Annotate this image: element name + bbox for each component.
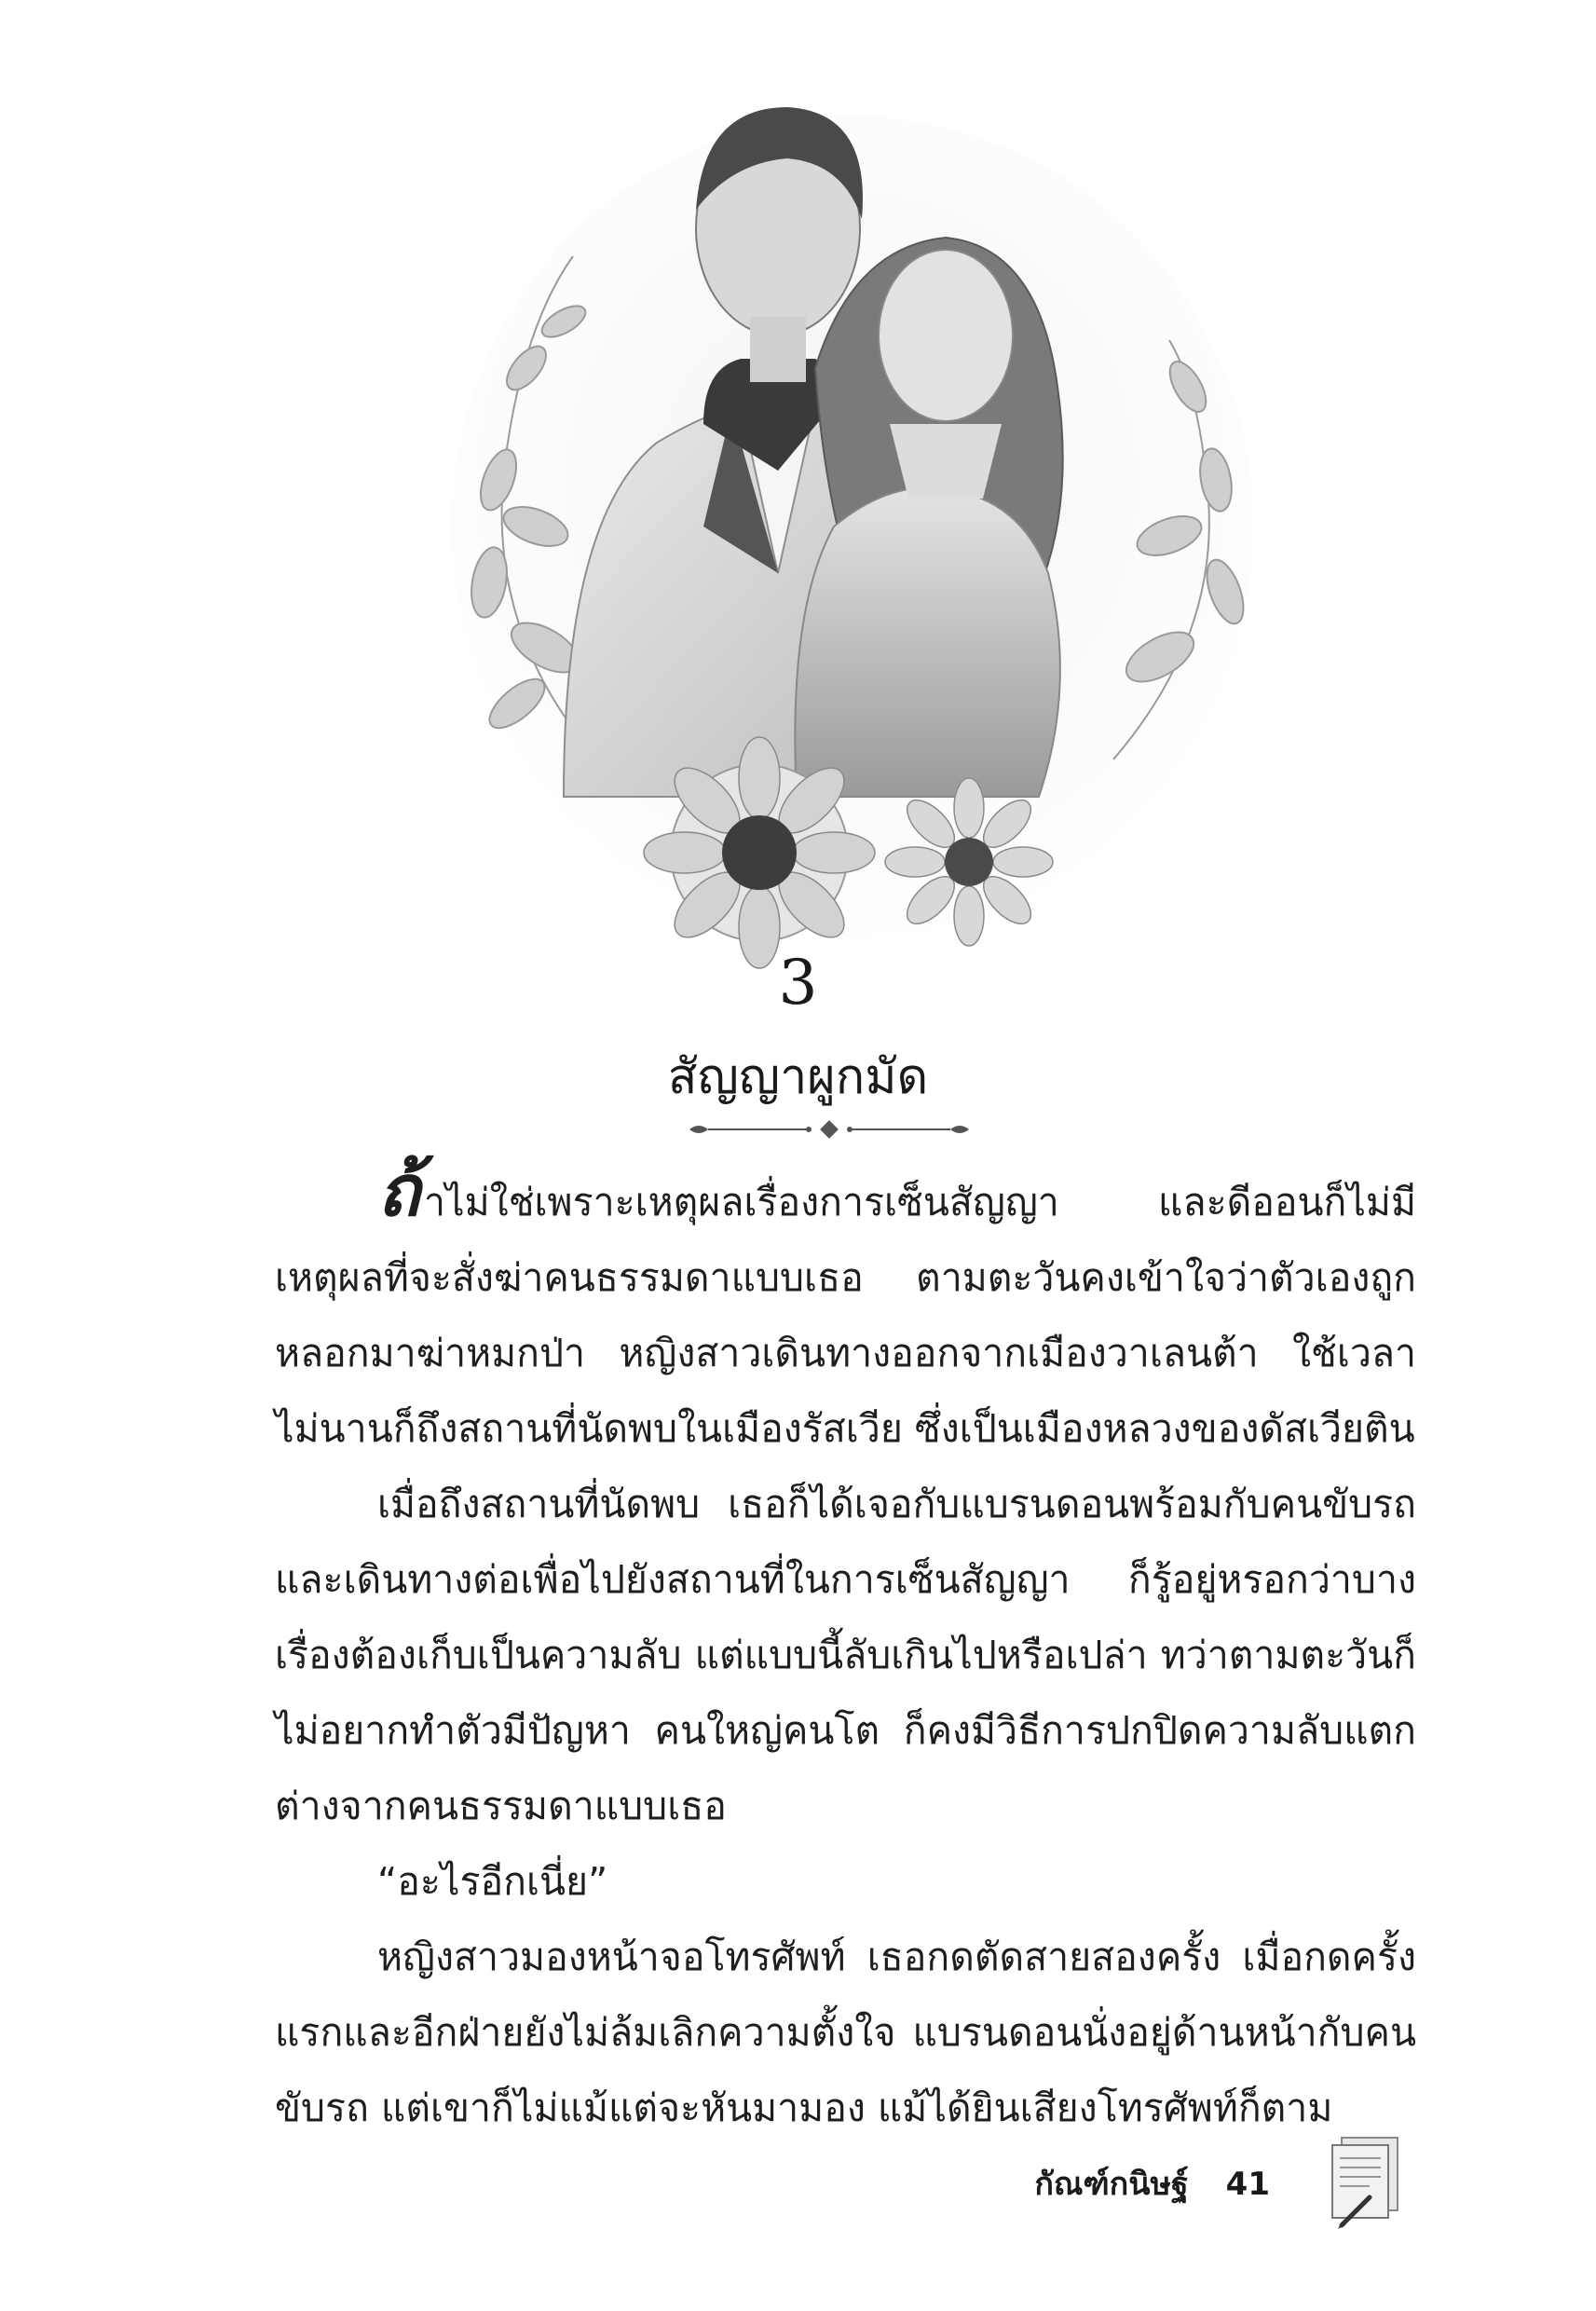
paragraph-1-text: าไม่ใช่เพราะเหตุผลเรื่องการเซ็นสัญญา และดีออนก็ไม่มีเหตุผลที่จะสั่งฆ่าคนธรรมดาแบบเธอ ตามตะวันคงเข้าใจว่าตัวเองถูกหลอกมาฆ่าหมกป่า หญิงสาวเดินทางออกจากเมืองวาเลนต้า ใช้เวลาไม่นานก็ถึงสถานที่นัดพบในเมืองรัสเวีย ซึ่งเป็นเมืองหลวงของดัสเวียติน <box>275 1180 1416 1451</box>
paragraph-3-dialogue: “อะไรอีกเนี่ย” <box>377 1859 608 1904</box>
chapter-number: 3 <box>778 947 818 1019</box>
chapter-title: สัญญาผูกมัด <box>667 1049 929 1105</box>
page-footer <box>1034 2158 1270 2208</box>
paragraph-2: เมื่อถึงสถานที่นัดพบ เธอก็ได้เจอกับแบรนดอนพร้อมกับคนขับรถและเดินทางต่อเพื่อไปยังสถานที่ในการเซ็นสัญญา ก็รู้อยู่หรอกว่าบางเรื่องต้องเก็บเป็นความลับ แต่แบบนี้ลับเกินไปหรือเปล่า ทว่าตามตะวันก็ไม่อยากทำตัวมีปัญหา คนใหญ่คนโต ก็คงมีวิธีการปกปิดความลับแตกต่างจากคนธรรมดาแบบเธอ <box>275 1482 1416 1828</box>
chapter-illustration <box>424 89 1281 974</box>
drop-cap: ถ้ <box>377 1149 421 1232</box>
page-number: 41 <box>1225 2166 1270 2203</box>
title-ornament-divider <box>689 1118 969 1141</box>
footer-author: กัณฑ์กนิษฐ์ <box>1034 2166 1189 2203</box>
paragraph-1 <box>275 1149 1416 1467</box>
paragraph-4: หญิงสาวมองหน้าจอโทรศัพท์ เธอกดตัดสายสองครั้ง เมื่อกดครั้งแรกและอีกฝ่ายยังไม่ล้มเลิกความตั้งใจ แบรนดอนนั่งอยู่ด้านหน้ากับคนขับรถ แต่เขาก็ไม่แม้แต่จะหันมามอง แม้ได้ยินเสียงโทรศัพท์ก็ตาม <box>275 1935 1416 2130</box>
document-pen-icon <box>1314 2134 1412 2232</box>
chapter-body <box>275 1149 1416 2146</box>
